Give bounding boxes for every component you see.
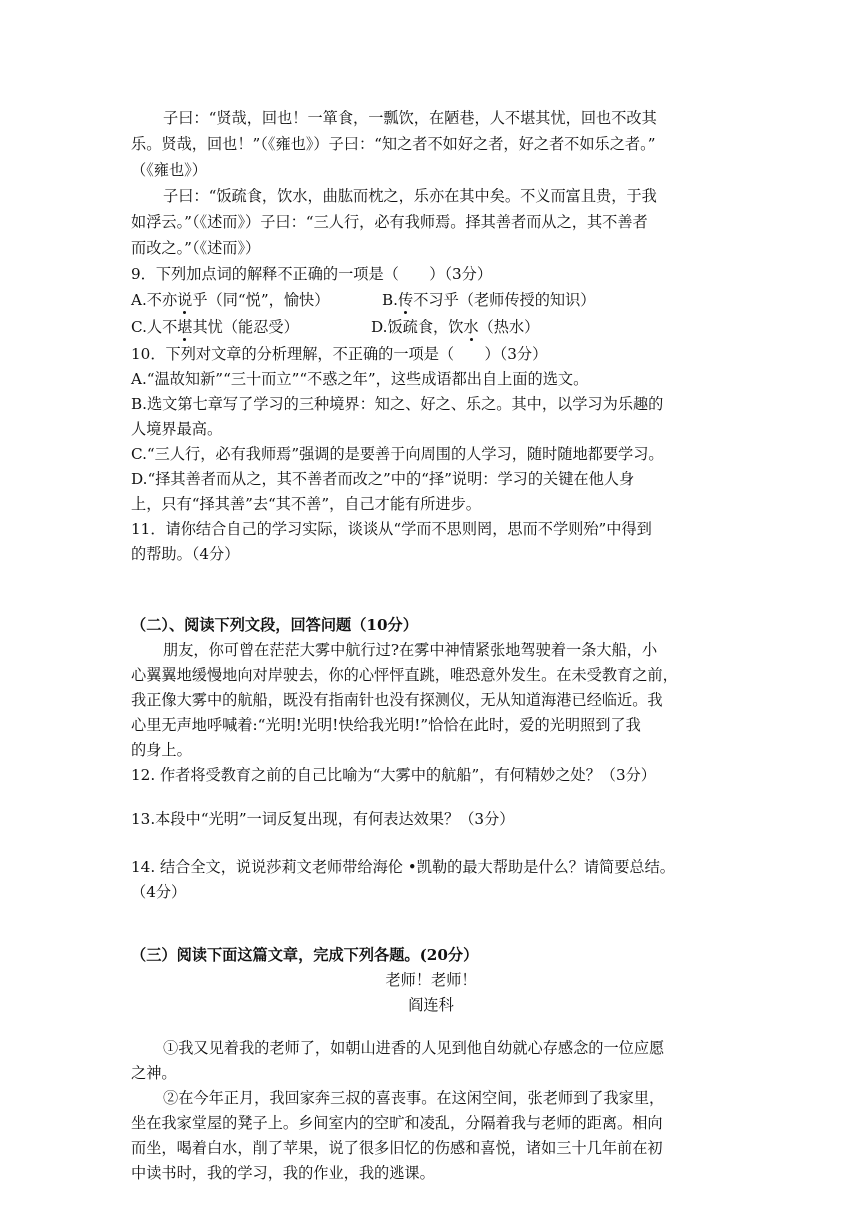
passage-line: （《雍也》） (131, 161, 207, 179)
emphasis-dot-char: 堪 (177, 318, 193, 336)
section-heading: （二）、阅读下列文段，回答问题（10分） (131, 616, 418, 634)
article-author: 阎连科 (408, 996, 454, 1014)
passage-line: 之神。 (131, 1064, 177, 1082)
option-line: 人境界最高。 (131, 420, 223, 438)
passage-line: 子曰：“贤哉，回也！一箪食，一瓢饮，在陋巷，人不堪其忧，回也不改其 (163, 109, 657, 127)
article-title: 老师！老师！ (385, 971, 477, 989)
option-line: C.“三人行，必有我师焉”强调的是要善于向周围的人学习，随时随地都要学习。 (131, 445, 664, 463)
question-10: 10．下列对文章的分析理解，不正确的一项是（ ）（3分） (131, 345, 548, 363)
option-line: D.“择其善者而从之，其不善者而改之”中的“择”说明：学习的关键在他人身 (131, 470, 635, 488)
emphasis-dot-char: 传 (398, 291, 414, 309)
question-14: 14. 结合全文，说说莎莉文老师带给海伦 •凯勒的最大帮助是什么？请简要总结。 (131, 858, 675, 876)
section-heading: （三）阅读下面这篇文章，完成下列各题。(20分） (131, 946, 479, 964)
emphasis-dot-char: 水 (463, 318, 479, 336)
passage-line: ①我又见着我的老师了，如朝山进香的人见到他自幼就心存感念的一位应愿 (163, 1039, 665, 1057)
passage-line: ②在今年正月，我回家奔三叔的喜丧事。在这闲空间，张老师到了我家里， (163, 1089, 665, 1107)
passage-line: 中读书时，我的学习，我的作业，我的逃课。 (131, 1164, 435, 1182)
passage-line: 心里无声地呼喊着:“光明!光明!快给我光明!”恰恰在此时，爱的光明照到了我 (131, 716, 641, 734)
passage-line: 如浮云。”（《述而》）子曰：“三人行，必有我师焉。择其善者而从之，其不善者 (131, 213, 648, 231)
passage-line: 而改之。”（《述而》） (131, 239, 261, 257)
passage-line: 坐在我家堂屋的凳子上。乡间室内的空旷和凌乱，分隔着我与老师的距离。相向 (131, 1114, 663, 1132)
passage-line: 心翼翼地缓慢地向对岸驶去，你的心怦怦直跳，唯恐意外发生。在未受教育之前， (131, 666, 678, 684)
passage-line: 子曰：“饭疏食，饮水，曲肱而枕之，乐亦在其中矣。不义而富且贵，于我 (163, 187, 657, 205)
option-line: B.选文第七章写了学习的三种境界：知之、好之、乐之。其中，以学习为乐趣的 (131, 395, 664, 413)
question-11-cont: 的帮助。（4分） (131, 545, 240, 563)
question-13: 13.本段中“光明”一词反复出现，有何表达效果？（3分） (131, 810, 515, 828)
question-14-cont: （4分） (131, 883, 187, 901)
option-a: A.不亦说乎（同“悦”，愉快） (131, 291, 330, 309)
passage-line: 朋友，你可曾在茫茫大雾中航行过?在雾中神情紧张地驾驶着一条大船，小 (163, 641, 658, 659)
question-9: 9．下列加点词的解释不正确的一项是（ ）（3分） (131, 265, 493, 283)
question-11: 11．请你结合自己的学习实际，谈谈从“学而不思则罔，思而不学则殆”中得到 (131, 520, 652, 538)
passage-line: 的身上。 (131, 741, 192, 759)
passage-line: 我正像大雾中的航船，既没有指南针也没有探测仪，无从知道海港已经临近。我 (131, 691, 663, 709)
option-line: A.“温故知新”“三十而立”“不惑之年”，这些成语都出自上面的选文。 (131, 370, 589, 388)
emphasis-dot-char: 说 (177, 291, 193, 309)
option-line: 上，只有“择其善”去“其不善”，自己才能有所进步。 (131, 495, 481, 513)
passage-line: 而坐，喝着白水，削了苹果，说了很多旧忆的伤感和喜悦，诸如三十几年前在初 (131, 1139, 663, 1157)
option-c: C.人不堪其忧（能忍受） (131, 318, 299, 336)
option-d: D.饭疏食，饮水（热水） (371, 318, 540, 336)
option-b: B.传不习乎（老师传授的知识） (382, 291, 596, 309)
passage-line: 乐。贤哉，回也！”（《雍也》）子曰：“知之者不如好之者，好之者不如乐之者。” (131, 135, 656, 153)
question-12: 12. 作者将受教育之前的自己比喻为“大雾中的航船”，有何精妙之处？（3分） (131, 766, 656, 784)
